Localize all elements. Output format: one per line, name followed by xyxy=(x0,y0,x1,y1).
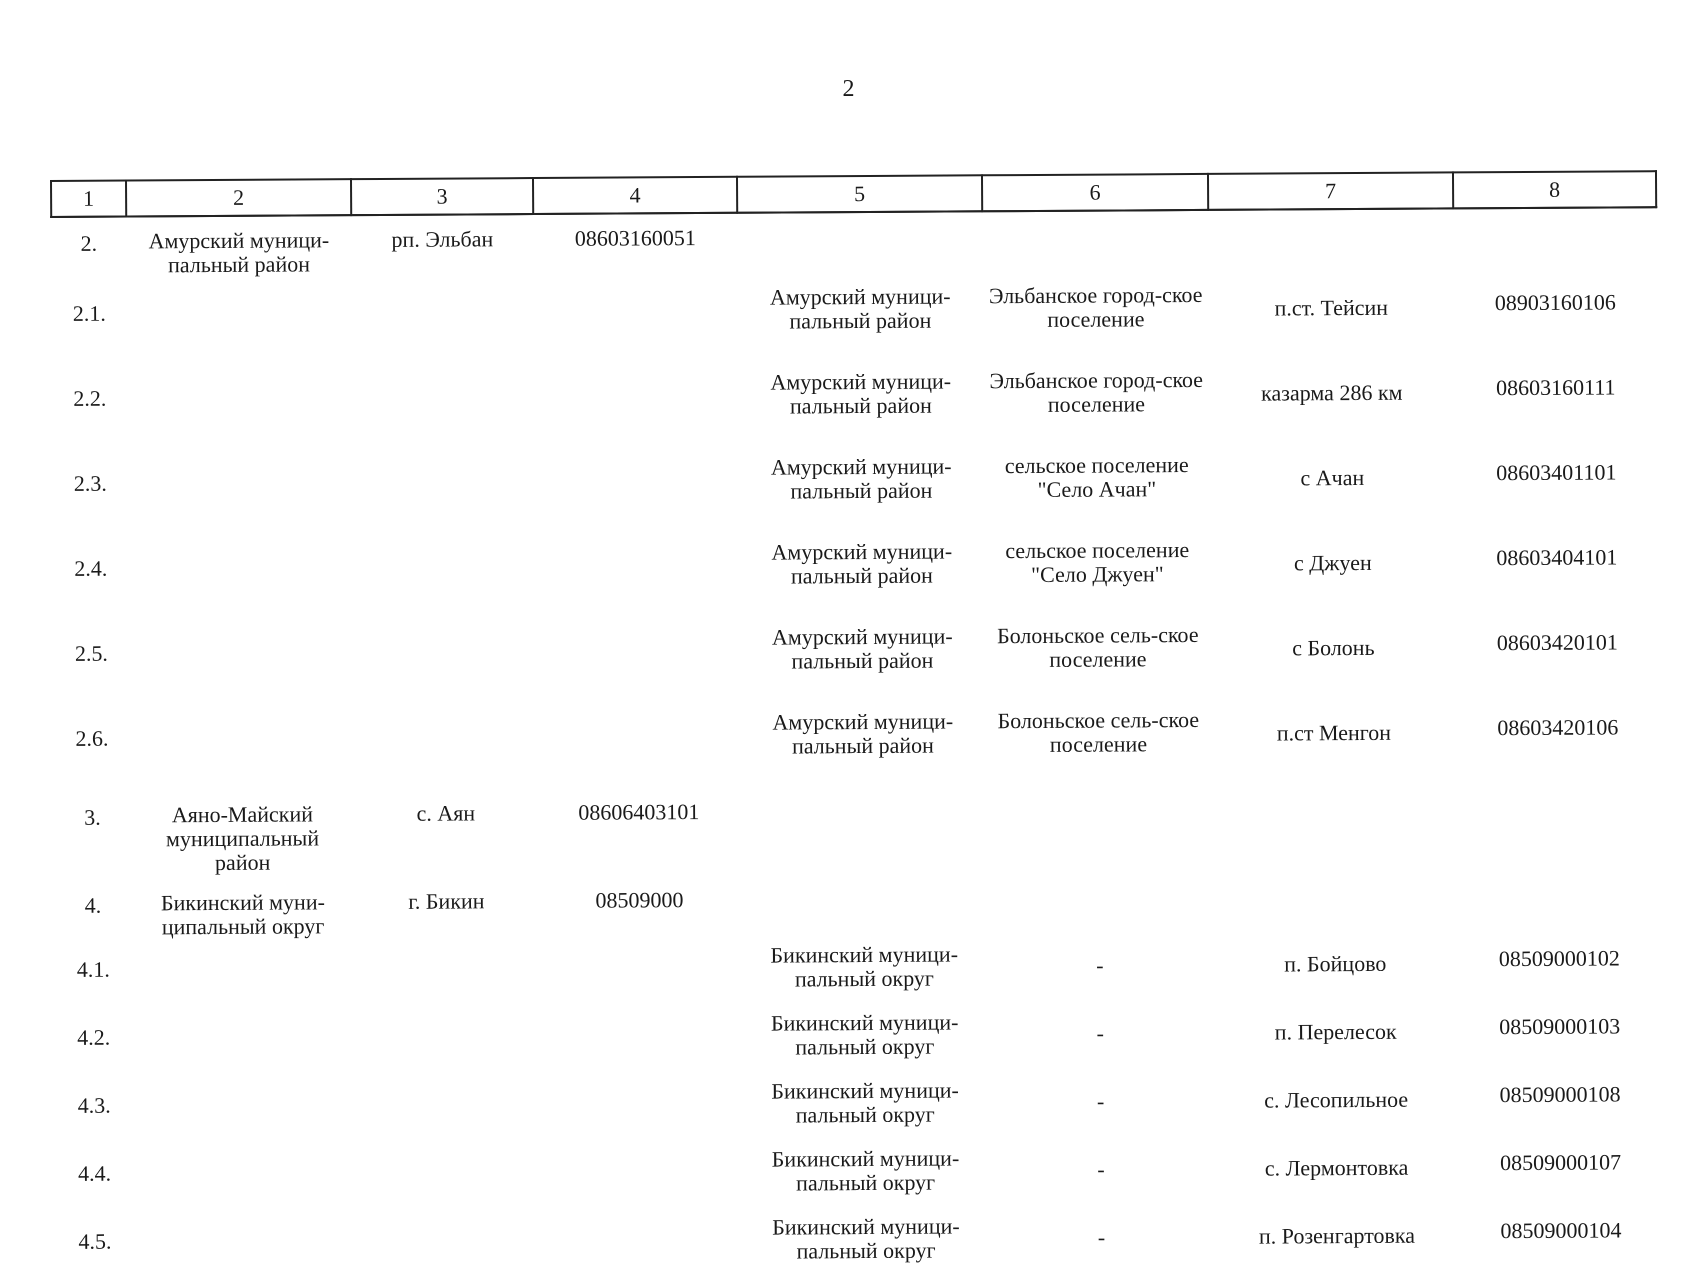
row-number: 4.1. xyxy=(76,956,110,982)
column-header-6: 6 xyxy=(982,174,1208,211)
locality-name: п.ст. Тейсин xyxy=(1274,294,1389,321)
district-name: Амурский муници-пальный район xyxy=(770,368,952,419)
row-number: 4.2. xyxy=(77,1024,111,1050)
locality-name: казарма 286 км xyxy=(1261,379,1403,406)
column-header-1: 1 xyxy=(51,181,126,217)
row-number: 4. xyxy=(84,892,102,918)
district-name: Амурский муници-пальный район xyxy=(772,708,954,759)
locality-name: с Джуен xyxy=(1293,549,1372,576)
oktmo-code: 08903160106 xyxy=(1494,289,1616,316)
district-name: Аяно-Майский муниципальный район xyxy=(165,801,320,876)
row-number: 2.2. xyxy=(73,385,107,411)
district-name: Бикинский муници-пальный округ xyxy=(771,1145,960,1196)
settlement-name: - xyxy=(1097,1156,1105,1182)
locality-name: с Болонь xyxy=(1292,634,1375,661)
row-number: 2.1. xyxy=(72,300,106,326)
admin-center: рп. Эльбан xyxy=(391,226,494,252)
district-name: Амурский муници-пальный район xyxy=(770,453,952,504)
oktmo-code: 08509000104 xyxy=(1500,1217,1622,1244)
column-header-2: 2 xyxy=(126,179,351,216)
table-row xyxy=(57,1138,1662,1216)
table-row xyxy=(56,934,1661,1012)
row-number: 4.5. xyxy=(78,1228,112,1254)
settlement-name: - xyxy=(1096,1020,1104,1046)
settlements-table xyxy=(50,170,1664,1284)
oktmo-code: 08603420101 xyxy=(1496,629,1618,656)
district-name: Амурский муници-пальный район xyxy=(769,283,951,334)
table-row xyxy=(55,870,1660,944)
settlement-name: Эльбанское город-ское поселение xyxy=(989,366,1204,417)
table-row xyxy=(56,1002,1661,1080)
oktmo-code: 08509000103 xyxy=(1499,1013,1621,1040)
settlement-name: Болоньское сель-ское поселение xyxy=(997,706,1200,757)
oktmo-code: 08509000107 xyxy=(1499,1149,1622,1176)
oktmo-code: 08603404101 xyxy=(1496,544,1618,571)
column-header-5: 5 xyxy=(737,175,982,212)
table-row xyxy=(57,1206,1662,1284)
table-row xyxy=(56,1070,1661,1148)
admin-center: г. Бикин xyxy=(408,888,485,914)
table-row xyxy=(53,442,1658,537)
oktmo-code: 08603420106 xyxy=(1497,714,1619,741)
row-number: 2.5. xyxy=(74,640,108,666)
district-name: Бикинский муници-пальный округ xyxy=(771,1077,959,1128)
district-name: Бикинский муници-пальный округ xyxy=(770,941,959,992)
row-number: 2. xyxy=(80,230,98,256)
settlement-name: Болоньское сель-ское поселение xyxy=(996,621,1199,672)
column-header-4: 4 xyxy=(533,177,737,214)
oktmo-code: 08603160111 xyxy=(1496,374,1616,401)
oktmo-code: 08603401101 xyxy=(1496,459,1617,486)
row-number: 4.3. xyxy=(77,1092,111,1118)
table-row xyxy=(53,527,1658,622)
district-name: Бикинский муници-пальный округ xyxy=(772,1213,960,1264)
table-row xyxy=(55,782,1661,880)
oktmo-code: 08509000102 xyxy=(1498,945,1620,972)
row-number: 3. xyxy=(84,804,101,830)
table-row xyxy=(52,272,1657,367)
oktmo-code: 08509000 xyxy=(595,887,684,913)
table-row xyxy=(51,207,1656,282)
settlement-name: Эльбанское город-ское поселение xyxy=(988,281,1203,332)
locality-name: п. Бойцово xyxy=(1284,950,1387,977)
settlement-name: - xyxy=(1096,1088,1105,1114)
district-name: Амурский муници-пальный район xyxy=(148,227,330,278)
settlement-name: сельское поселение "Село Джуен" xyxy=(1005,537,1190,588)
row-number: 2.3. xyxy=(73,470,107,496)
table-row xyxy=(54,697,1659,792)
locality-name: п. Розенгартовка xyxy=(1258,1222,1416,1249)
district-name: Амурский муници-пальный район xyxy=(771,623,953,674)
district-name: Бикинский муници-пальный округ xyxy=(770,1009,959,1060)
settlement-name: - xyxy=(1096,952,1104,978)
locality-name: п. Перелесок xyxy=(1274,1018,1397,1045)
oktmo-code: 08603160051 xyxy=(574,225,696,251)
district-name: Бикинский муни-ципальный округ xyxy=(160,889,325,940)
settlement-name: сельское поселение "Село Ачан" xyxy=(1004,452,1189,502)
page-number: 2 xyxy=(842,76,855,102)
row-number: 4.4. xyxy=(77,1160,112,1186)
locality-name: с. Лермонтовка xyxy=(1264,1154,1409,1181)
district-name: Амурский муници-пальный район xyxy=(771,538,953,589)
oktmo-code: 08606403101 xyxy=(578,799,700,825)
table-row xyxy=(52,357,1657,452)
admin-center: с. Аян xyxy=(416,800,476,826)
column-header-3: 3 xyxy=(351,178,533,215)
row-number: 2.4. xyxy=(74,555,108,581)
column-header-8: 8 xyxy=(1453,171,1656,208)
locality-name: с. Лесопильное xyxy=(1264,1086,1409,1113)
table-row xyxy=(54,612,1659,707)
oktmo-code: 08509000108 xyxy=(1499,1081,1621,1108)
settlement-name: - xyxy=(1097,1224,1106,1250)
row-number: 2.6. xyxy=(75,725,109,751)
locality-name: п.ст Менгон xyxy=(1276,719,1392,746)
column-header-7: 7 xyxy=(1208,172,1453,209)
locality-name: с Ачан xyxy=(1300,464,1365,491)
